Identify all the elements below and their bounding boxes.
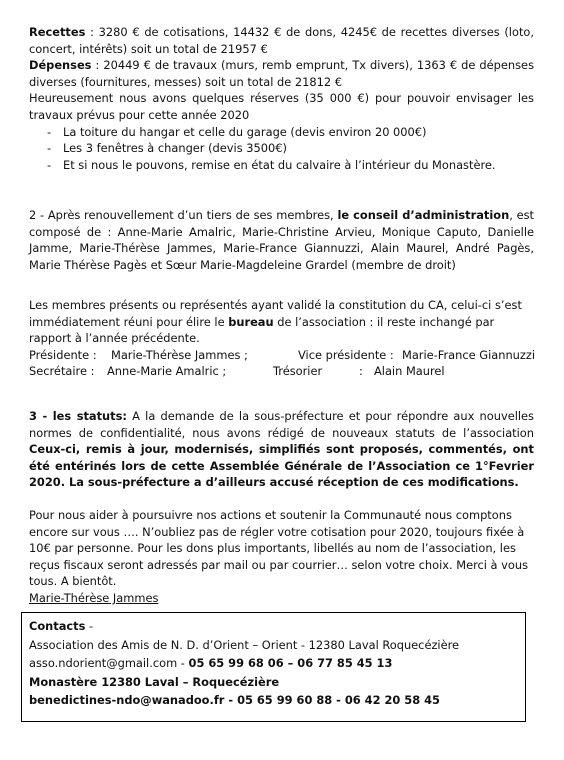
- bureau-rest: de l’association : il reste inchangé par rapport à l’année précédente.: [29, 314, 495, 346]
- finances-section: [29, 24, 534, 173]
- conseil-intro: 2 - Après renouvellement d’un tiers de ses membres,: [29, 208, 338, 222]
- contacts-monastere: Monastère 12380 Laval – Roquecézière: [29, 674, 280, 689]
- presidente-name: Marie-Thérèse Jammes ;: [111, 347, 248, 362]
- bureau-intro: Les membres présents ou représentés ayant validé la constitution du CA, celui-ci s’est immédiatement réuni pour élire le: [29, 298, 522, 329]
- bureau-section: [29, 297, 534, 380]
- travaux-list: [29, 124, 534, 174]
- depenses-label: Dépenses: [29, 58, 92, 73]
- list-item: - Les 3 fenêtres à changer (devis 3500€): [47, 141, 287, 156]
- list-item: - Et si nous le pouvons, remise en état du calvaire à l’intérieur du Monastère.: [47, 157, 496, 172]
- conseil-bold: le conseil d’administration: [337, 208, 510, 222]
- contacts-email-phones-monastere[interactable]: benedictines-ndo@wanadoo.fr - 05 65 99 60 88 - 06 42 20 58 45: [29, 693, 440, 707]
- contacts-title: Contacts: [29, 619, 86, 633]
- recettes-label: Recettes: [29, 25, 86, 39]
- recettes-text: : 3280 € de cotisations, 14432 € de dons, 4245€ de recettes diverses (loto, concert, intérêts) soit un total de 21957 €: [29, 25, 534, 56]
- bureau-row-1: [29, 347, 534, 364]
- vice-presidente-name: Marie-France Giannuzzi: [402, 347, 536, 362]
- presidente-label: Présidente :: [29, 347, 97, 362]
- contacts-phones-asso: 05 65 99 68 06 – 06 77 85 45 13: [188, 656, 393, 670]
- contacts-title-suffix: -: [85, 619, 94, 633]
- contacts-box: [21, 612, 526, 722]
- statuts-bold-text: Ceux-ci, remis à jour, modernisés, simplifiés sont proposés, commentés, ont été entérinés lors de cette Assemblée Générale de l’Association ce 1°Fevrier 2020. La sous-préfecture a d’ailleurs accusé réception de ces modifications.: [29, 442, 534, 490]
- tresorier-label: Trésorier: [273, 364, 323, 379]
- contacts-line-association: Association des Amis de N. D. d’Orient – Orient - 12380 Laval Roquecézière: [29, 637, 460, 652]
- signature: Marie-Thérèse Jammes: [29, 590, 159, 605]
- bureau-row-2: [29, 363, 534, 380]
- depenses-text: : 20449 € de travaux (murs, remb emprunt, Tx divers), 1363 € de dépenses diverses (fournitures, messes) soit un total de 21812 €: [29, 58, 534, 89]
- statuts-text: A la demande de la sous-préfecture et pour répondre aux nouvelles normes de confidentialité, nous avons rédigé de nouveaux statuts de l’association: [29, 409, 534, 440]
- bureau-bold: bureau: [228, 314, 274, 329]
- statuts-label: 3 - les statuts:: [29, 409, 127, 423]
- statuts-section: [29, 408, 534, 491]
- vice-presidente-label: Vice présidente :: [298, 347, 394, 362]
- secretaire-label: Secrétaire :: [29, 364, 95, 379]
- reserves-paragraph: Heureusement nous avons quelques réserves (35 000 €) pour pouvoir envisager les travaux prévus pour cette année 2020: [29, 91, 534, 122]
- tresorier-name: Alain Maurel: [374, 364, 445, 379]
- conseil-section: [29, 207, 534, 273]
- recettes-paragraph: [29, 24, 534, 57]
- contacts-email-asso[interactable]: asso.ndorient@gmail.com -: [29, 656, 189, 670]
- appel-section: [29, 507, 534, 607]
- tresorier-colon: :: [359, 364, 363, 379]
- secretaire-name: Anne-Marie Amalric ;: [107, 364, 227, 379]
- depenses-paragraph: [29, 57, 534, 90]
- list-item: - La toiture du hangar et celle du garage (devis environ 20 000€): [47, 124, 427, 139]
- conseil-rest: , est composé de : Anne-Marie Amalric, Marie-Christine Arvieu, Monique Caputo, Danielle Jamme, Marie-Thérèse Jammes, Marie-France Giannuzzi, Alain Maurel, André Pagès, Marie Thérèse Pagès et Sœur Marie-Magdeleine Grardel (membre de droit): [29, 208, 535, 272]
- appel-text: Pour nous aider à poursuivre nos actions et soutenir la Communauté nous comptons encore sur vous …. N’oubliez pas de régler votre cotisation pour 2020, toujours fixée à 10€ par personne. Pour les dons plus importants, libellés au nom de l’association, les reçus fiscaux seront adressés par mail ou par courrier… selon votre choix. Merci à vous tous. A bientôt.: [29, 508, 529, 589]
